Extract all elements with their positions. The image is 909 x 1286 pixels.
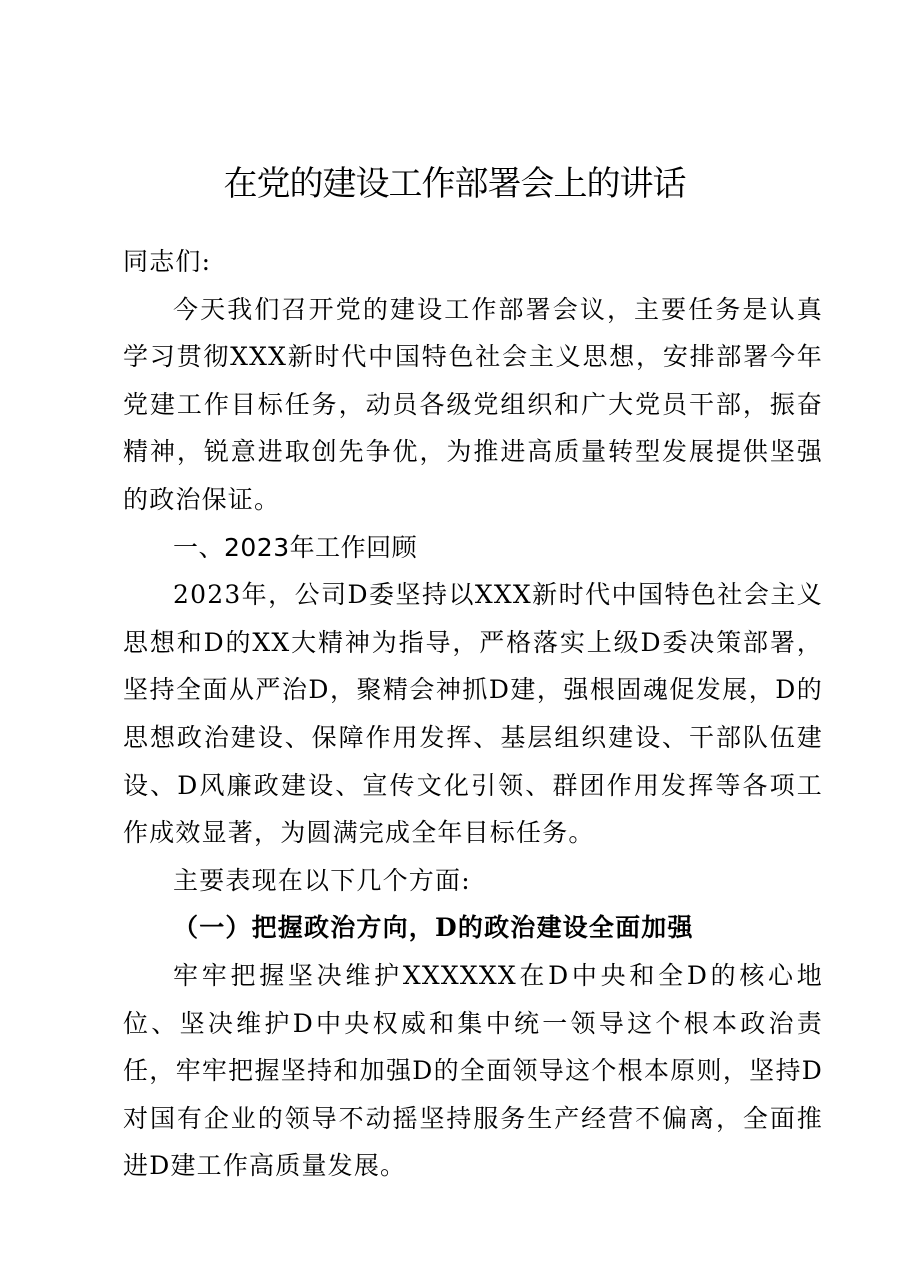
paragraph-intro: 今天我们召开党的建设工作部署会议，主要任务是认真学习贯彻XXX新时代中国特色社会主义思想，安排部署今年党建工作目标任务，动员各级党组织和广大党员干部，振奋精神，锐意进取创先争优，为推进高质量转型发展提供坚强的政治保证。: [123, 294, 823, 514]
document-title: 在党的建设工作部署会上的讲话: [223, 164, 686, 204]
document-body: [123, 238, 823, 1190]
paragraph-aspects: 主要表现在以下几个方面:: [173, 865, 471, 895]
paragraph-review: 2023年，公司D委坚持以XXX新时代中国特色社会主义思想和D的XX大精神为指导，严格落实上级D委决策部署，坚持全面从严治D，聚精会神抓D建，强根固魂促发展，D的思想政治建设、保障作用发挥、基层组织建设、干部队伍建设、D风廉政建设、宣传文化引领、群团作用发挥等各项工作成效显著，为圆满完成全年目标任务。: [123, 580, 823, 848]
paragraph-political: 牢牢把握坚决维护XXXXXX在D中央和全D的核心地位、坚决维护D中央权威和集中统一领导这个根本政治责任，牢牢把握坚持和加强D的全面领导这个根本原则，坚持D对国有企业的领导不动摇坚持服务生产经营不偏离，全面推进D建工作高质量发展。: [123, 960, 823, 1181]
subsection-heading-political: （一）把握政治方向，D的政治建设全面加强: [173, 913, 694, 943]
salutation: 同志们:: [123, 247, 212, 276]
section-heading-review: 一、2023年工作回顾: [173, 532, 418, 562]
